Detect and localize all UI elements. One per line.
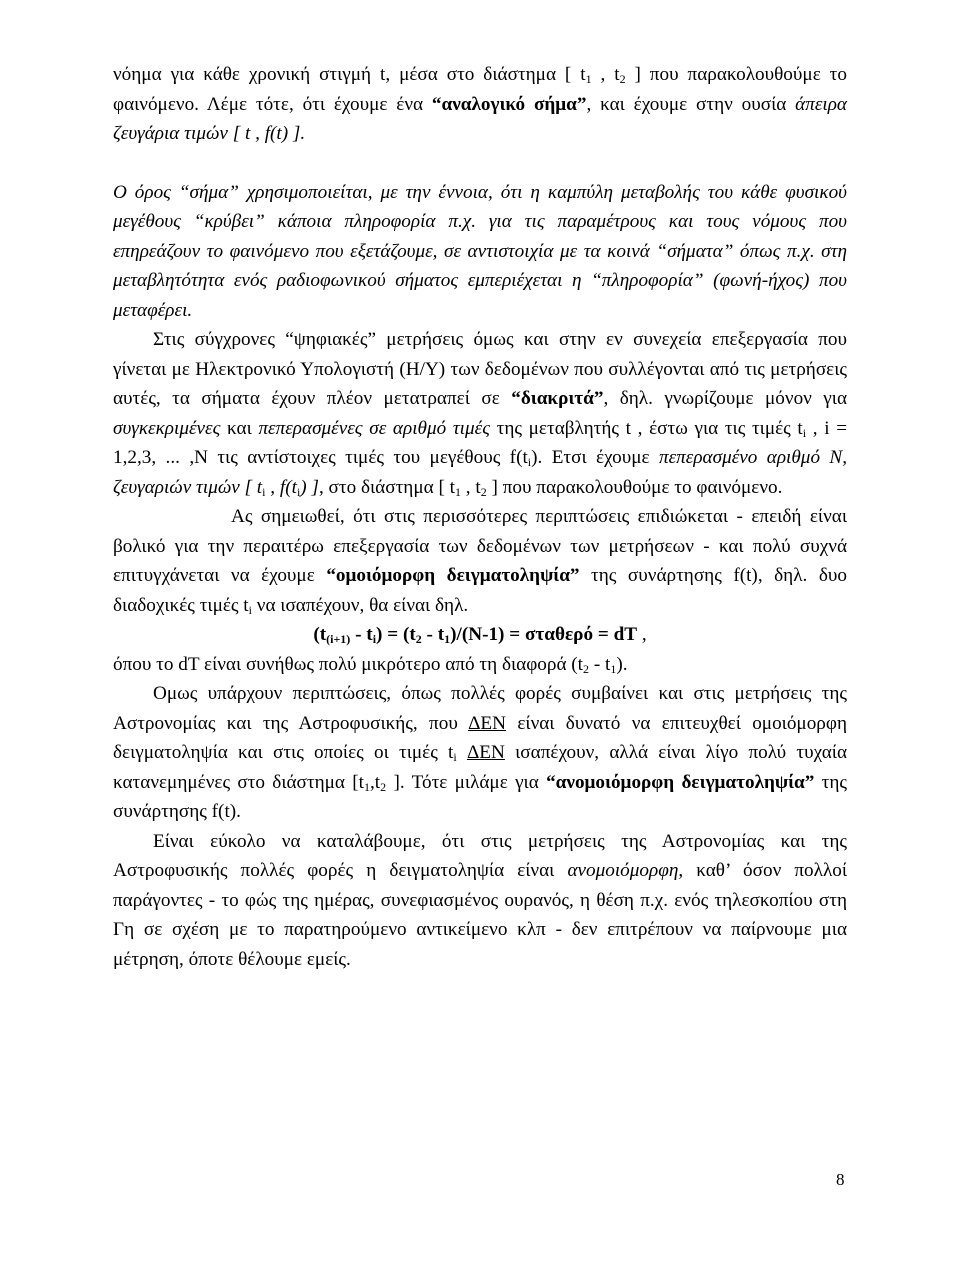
text-run: της συνάρτησης f(t), δηλ. δυο διαδοχικές τιμές t: [113, 565, 847, 616]
subscript: 2: [480, 484, 487, 499]
page-number: 8: [836, 1170, 845, 1189]
subscript: 2: [619, 72, 626, 86]
text-run: Στις σύγχρονες “ψηφιακές” μετρήσεις όμως και στην εν συνεχεία επεξεργασία που γίνεται με Ηλεκτρονικό Υπολογιστή (Η/Υ) των δεδομένων που συλλέγονται από τις μετρήσεις αυτές, τα σήματα έχουν πλέον μετατραπεί σε: [113, 329, 847, 409]
italic-text: ) ]: [300, 476, 319, 498]
subscript: i: [453, 750, 457, 764]
text-run: της μεταβλητής t , έστω για τις τιμές t: [490, 417, 803, 439]
subscript: 1: [364, 779, 370, 794]
italic-text: άπειρα ζευγάρια τιμών [ t , f(t) ].: [113, 93, 847, 144]
bold-text: “ανομοιόμορφη δειγματοληψία”: [546, 771, 815, 793]
equation-line: [113, 620, 847, 650]
text-run: , t: [460, 476, 481, 498]
bold-text: ) = (t: [376, 624, 416, 645]
bold-text: - t: [421, 624, 445, 645]
emphasis-text: ΔΕΝ: [466, 742, 505, 763]
subscript: 2: [415, 632, 422, 646]
text-run: , δηλ. γνωρίζουμε μόνον για: [603, 388, 848, 409]
italic-text: Ο όρος “σήμα” χρησιμοποιείται, με την έννοια, ότι η καμπύλη μεταβολής του κάθε φυσικού μεγέθους “κρύβει” κάποια πληροφορία π.χ. για τις παραμέτρους και τους νόμους που επηρεάζουν το φαινόμενο που εξετάζουμε, σε αντιστοιχία με τα κοινά “σήματα” όπως π.χ. στη μεταβλητότητα ενός ραδιοφωνικού σήματος εμπεριέχεται η “πληροφορία” (φωνή-ήχος) που μεταφέρει.: [113, 181, 847, 321]
text-run: [457, 742, 467, 763]
text-run: ] που παρακολουθούμε το φαινόμενο.: [486, 476, 783, 498]
text-run: της συνάρτησης f(t).: [113, 771, 847, 822]
subscript: 2: [380, 779, 387, 794]
subscript: i: [262, 484, 266, 499]
subscript: i: [296, 484, 301, 499]
text-run: ). Ετσι έχουμε: [531, 447, 659, 468]
text-run: ,t: [370, 771, 381, 793]
text-run: ,: [637, 624, 647, 645]
text-run: , i = 1,2,3, ... ,N τις αντίστοιχες τιμές του μεγέθους f(t: [113, 417, 848, 468]
bold-text: - t: [350, 624, 373, 645]
emphasis-text: ΔΕΝ: [468, 712, 507, 734]
subscript: i: [802, 425, 807, 440]
text-run: ]. Τότε μιλάμε για: [386, 771, 547, 793]
text-run: , t: [591, 64, 620, 85]
text-run: ).: [616, 653, 628, 675]
text-run: - t: [589, 653, 611, 675]
paragraph: [113, 325, 847, 502]
subscript: (i+1): [326, 632, 351, 646]
italic-text: πεπερασμένο αριθμό Ν, ζευγαριών τιμών [ t: [113, 447, 848, 498]
paragraph: [113, 679, 847, 827]
subscript: 2: [583, 661, 590, 676]
paragraph: [113, 60, 847, 149]
text-run: ] που παρακολουθούμε το φαινόμενο. Λέμε τότε, ότι έχουμε ένα: [113, 64, 847, 115]
text-run: νόημα για κάθε χρονική στιγμή t, μέσα στο διάστημα [ t: [113, 64, 586, 85]
subscript: 1: [454, 484, 461, 499]
subscript: i: [372, 632, 377, 646]
document-page: [113, 60, 847, 974]
subscript: 1: [444, 632, 451, 646]
paragraph: [113, 827, 847, 975]
text-run: , και έχουμε στην ουσία: [586, 93, 796, 115]
italic-text: πεπερασμένες σε αριθμό τιμές: [258, 417, 490, 439]
italic-text: , f(t: [265, 476, 297, 498]
text-run: όπου το dT είναι συνήθως πολύ μικρότερο από τη διαφορά (t: [113, 653, 584, 675]
text-run: να ισαπέχουν, θα είναι δηλ.: [251, 594, 469, 616]
bold-text: (t: [313, 624, 327, 645]
paragraph: [113, 502, 847, 620]
bold-text: )/(N-1) = σταθερό = dT: [450, 624, 638, 645]
text-run: και: [220, 417, 259, 439]
paragraph-spacer: [113, 149, 847, 178]
text-run: , καθ’ όσον πολλοί παράγοντες - το φώς της ημέρας, συνεφιασμένος ουρανός, η θέση π.χ. ενός τηλεσκοπίου στη Γη σε σχέση με το παρατηρούμενο αντικείμενο κλπ - δεν επιτρέπουν να παίρνουμε μια μέτρηση, όποτε θέλουμε εμείς.: [113, 860, 848, 970]
subscript: 1: [585, 72, 592, 86]
subscript: i: [248, 602, 252, 617]
italic-text: ανομοιόμορφη: [567, 860, 679, 881]
italic-text: συγκεκριμένες: [113, 417, 221, 439]
bold-text: “ομοιόμορφη δειγματοληψία”: [326, 565, 580, 586]
text-run: Είναι εύκολο να καταλάβουμε, ότι στις μετρήσεις της Αστρονομίας και της Αστροφυσικής πολλές φορές η δειγματοληψία είναι: [113, 830, 847, 881]
text-run: είναι δυνατό να επιτευχθεί ομοιόμορφη δειγματοληψία και στις οποίες οι τιμές t: [113, 712, 847, 763]
text-run: Ομως υπάρχουν περιπτώσεις, όπως πολλές φορές συμβαίνει και στις μετρήσεις της Αστρονομίας και της Αστροφυσικής, που: [113, 683, 847, 734]
bold-text: “αναλογικό σήμα”: [431, 93, 587, 115]
subscript: 1: [610, 661, 617, 676]
text-run: , στο διάστημα [ t: [318, 476, 455, 498]
paragraph: [113, 650, 847, 680]
subscript: i: [527, 455, 532, 469]
text-run: ισαπέχουν, αλλά είναι λίγο πολύ τυχαία κατανεμημένες στο διάστημα [t: [113, 742, 847, 793]
paragraph: [113, 178, 847, 326]
bold-text: “διακριτά”: [511, 388, 604, 409]
text-run: Ας σημειωθεί, ότι στις περισσότερες περιπτώσεις επιδιώκεται - επειδή είναι βολικό για την περαιτέρω επεξεργασία των δεδομένων των μετρήσεων - και πολύ συχνά επιτυγχάνεται να έχουμε: [113, 506, 847, 586]
